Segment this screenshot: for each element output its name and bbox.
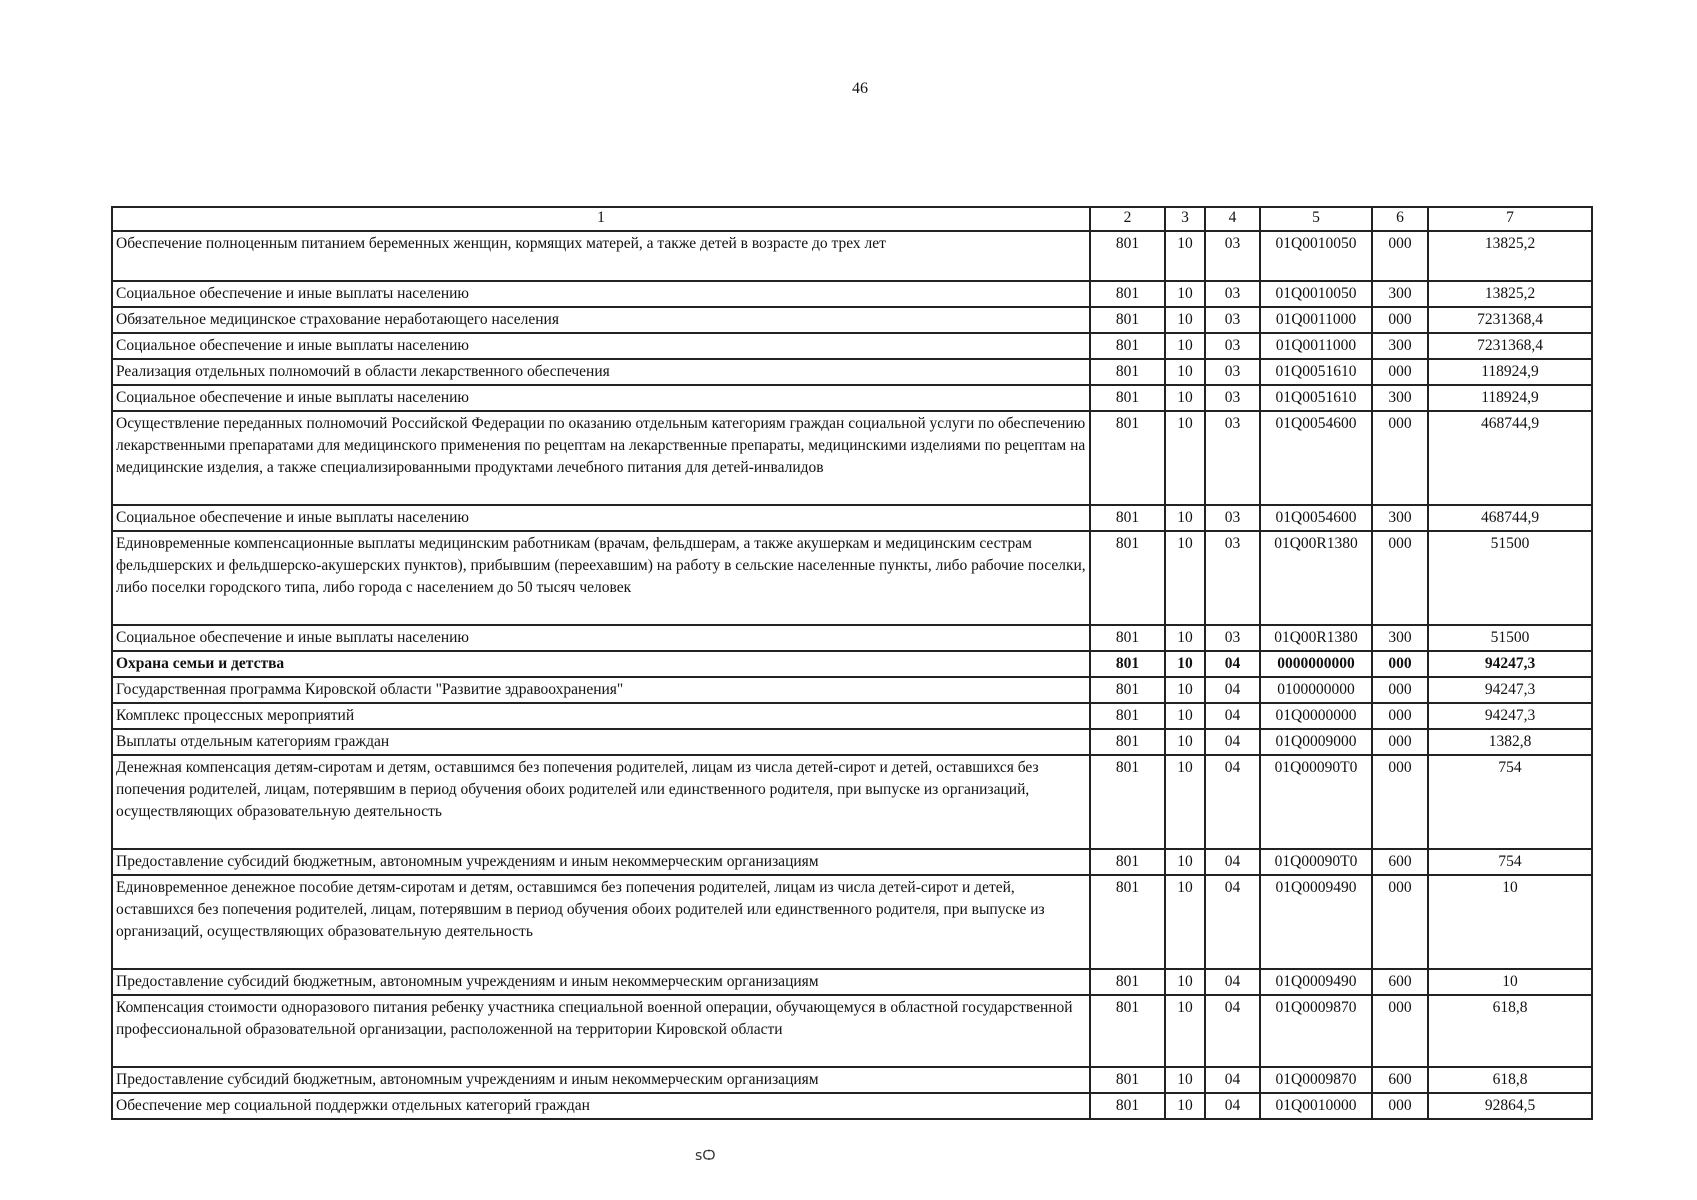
expense-type-code: 000 (1372, 995, 1428, 1067)
amount: 94247,3 (1428, 703, 1592, 729)
section-code: 801 (1090, 755, 1165, 849)
row-name: Социальное обеспечение и иные выплаты населению (112, 385, 1090, 411)
header-col-5: 5 (1260, 207, 1372, 231)
subchapter-code: 04 (1205, 969, 1260, 995)
row-name: Государственная программа Кировской области "Развитие здравоохранения" (112, 677, 1090, 703)
subchapter-code: 03 (1205, 411, 1260, 505)
amount: 468744,9 (1428, 411, 1592, 505)
section-code: 801 (1090, 385, 1165, 411)
chapter-code: 10 (1165, 307, 1205, 333)
amount: 7231368,4 (1428, 333, 1592, 359)
expense-type-code: 600 (1372, 849, 1428, 875)
section-code: 801 (1090, 677, 1165, 703)
expense-type-code: 000 (1372, 651, 1428, 677)
row-name: Реализация отдельных полномочий в области лекарственного обеспечения (112, 359, 1090, 385)
table-row (112, 849, 1592, 875)
subchapter-code: 04 (1205, 849, 1260, 875)
section-code: 801 (1090, 411, 1165, 505)
target-code: 0100000000 (1260, 677, 1372, 703)
chapter-code: 10 (1165, 625, 1205, 651)
target-code: 01Q00R1380 (1260, 531, 1372, 625)
header-col-1: 1 (112, 207, 1090, 231)
table-row (112, 333, 1592, 359)
subchapter-code: 03 (1205, 307, 1260, 333)
target-code: 01Q0011000 (1260, 333, 1372, 359)
table-row (112, 625, 1592, 651)
row-name: Социальное обеспечение и иные выплаты населению (112, 505, 1090, 531)
chapter-code: 10 (1165, 677, 1205, 703)
subchapter-code: 04 (1205, 875, 1260, 969)
row-name: Социальное обеспечение и иные выплаты населению (112, 625, 1090, 651)
footer-mark: ѕѺ (695, 1148, 716, 1164)
row-name: Предоставление субсидий бюджетным, автономным учреждениям и иным некоммерческим организациям (112, 1067, 1090, 1093)
subchapter-code: 04 (1205, 651, 1260, 677)
section-code: 801 (1090, 849, 1165, 875)
expense-type-code: 300 (1372, 281, 1428, 307)
section-code: 801 (1090, 625, 1165, 651)
subchapter-code: 03 (1205, 531, 1260, 625)
amount: 13825,2 (1428, 231, 1592, 281)
target-code: 01Q0009870 (1260, 995, 1372, 1067)
amount: 94247,3 (1428, 651, 1592, 677)
page-number: 46 (852, 80, 868, 97)
row-name: Охрана семьи и детства (112, 651, 1090, 677)
expense-type-code: 300 (1372, 625, 1428, 651)
target-code: 0000000000 (1260, 651, 1372, 677)
amount: 618,8 (1428, 1067, 1592, 1093)
amount: 118924,9 (1428, 359, 1592, 385)
subchapter-code: 03 (1205, 281, 1260, 307)
section-code: 801 (1090, 729, 1165, 755)
amount: 754 (1428, 755, 1592, 849)
row-name: Единовременные компенсационные выплаты медицинским работникам (врачам, фельдшерам, а также акушеркам и медицинским сестрам фельдшерских и фельдшерско-акушерских пунктов), прибывшим (переехавшим) на работу в сельские населенные пункты, либо рабочие поселки, либо поселки городского типа, либо города с населением до 50 тысяч человек (112, 531, 1090, 625)
section-code: 801 (1090, 875, 1165, 969)
row-name: Обязательное медицинское страхование неработающего населения (112, 307, 1090, 333)
target-code: 01Q0000000 (1260, 703, 1372, 729)
amount: 51500 (1428, 625, 1592, 651)
section-code: 801 (1090, 969, 1165, 995)
section-code: 801 (1090, 307, 1165, 333)
chapter-code: 10 (1165, 729, 1205, 755)
section-code: 801 (1090, 531, 1165, 625)
section-code: 801 (1090, 651, 1165, 677)
row-name: Комплекс процессных мероприятий (112, 703, 1090, 729)
table-row (112, 1093, 1592, 1119)
target-code: 01Q0011000 (1260, 307, 1372, 333)
header-col-3: 3 (1165, 207, 1205, 231)
header-col-6: 6 (1372, 207, 1428, 231)
subchapter-code: 04 (1205, 1093, 1260, 1119)
target-code: 01Q00R1380 (1260, 625, 1372, 651)
expense-type-code: 300 (1372, 505, 1428, 531)
row-name: Предоставление субсидий бюджетным, автономным учреждениям и иным некоммерческим организациям (112, 969, 1090, 995)
subchapter-code: 03 (1205, 231, 1260, 281)
row-name: Денежная компенсация детям-сиротам и детям, оставшимся без попечения родителей, лицам из числа детей-сирот и детей, оставшихся без попечения родителей, лицам, потерявшим в период обучения обоих родителей или единственного родителя, при выпуске из организаций, осуществляющих образовательную деятельность (112, 755, 1090, 849)
section-code: 801 (1090, 231, 1165, 281)
table-row (112, 677, 1592, 703)
target-code: 01Q0010000 (1260, 1093, 1372, 1119)
chapter-code: 10 (1165, 333, 1205, 359)
target-code: 01Q0054600 (1260, 411, 1372, 505)
section-code: 801 (1090, 281, 1165, 307)
table-row (112, 307, 1592, 333)
header-col-2: 2 (1090, 207, 1165, 231)
amount: 10 (1428, 875, 1592, 969)
target-code: 01Q0009000 (1260, 729, 1372, 755)
subchapter-code: 04 (1205, 995, 1260, 1067)
table-row (112, 651, 1592, 677)
table-row (112, 875, 1592, 969)
expense-type-code: 300 (1372, 385, 1428, 411)
section-code: 801 (1090, 1093, 1165, 1119)
subchapter-code: 04 (1205, 677, 1260, 703)
expense-type-code: 000 (1372, 359, 1428, 385)
chapter-code: 10 (1165, 531, 1205, 625)
target-code: 01Q0010050 (1260, 281, 1372, 307)
amount: 13825,2 (1428, 281, 1592, 307)
table-row (112, 359, 1592, 385)
expense-type-code: 300 (1372, 333, 1428, 359)
budget-table (111, 206, 1593, 1120)
expense-type-code: 000 (1372, 531, 1428, 625)
table-row (112, 505, 1592, 531)
section-code: 801 (1090, 359, 1165, 385)
table-row (112, 755, 1592, 849)
table-row (112, 385, 1592, 411)
subchapter-code: 03 (1205, 359, 1260, 385)
row-name: Компенсация стоимости одноразового питания ребенку участника специальной военной операции, обучающемуся в областной государственной профессиональной образовательной организации, расположенной на территории Кировской области (112, 995, 1090, 1067)
target-code: 01Q0009490 (1260, 875, 1372, 969)
expense-type-code: 000 (1372, 1093, 1428, 1119)
amount: 7231368,4 (1428, 307, 1592, 333)
expense-type-code: 000 (1372, 411, 1428, 505)
amount: 118924,9 (1428, 385, 1592, 411)
table-row (112, 231, 1592, 281)
chapter-code: 10 (1165, 969, 1205, 995)
table-row (112, 281, 1592, 307)
subchapter-code: 03 (1205, 505, 1260, 531)
amount: 94247,3 (1428, 677, 1592, 703)
subchapter-code: 04 (1205, 755, 1260, 849)
table-row (112, 1067, 1592, 1093)
expense-type-code: 000 (1372, 729, 1428, 755)
row-name: Единовременное денежное пособие детям-сиротам и детям, оставшимся без попечения родителей, лицам из числа детей-сирот и детей, оставшихся без попечения родителей, лицам, потерявшим в период обучения обоих родителей или единственного родителя, при выпуске из организаций, осуществляющих образовательную деятельность (112, 875, 1090, 969)
target-code: 01Q0051610 (1260, 359, 1372, 385)
chapter-code: 10 (1165, 411, 1205, 505)
section-code: 801 (1090, 505, 1165, 531)
chapter-code: 10 (1165, 875, 1205, 969)
expense-type-code: 600 (1372, 969, 1428, 995)
chapter-code: 10 (1165, 1067, 1205, 1093)
header-col-7: 7 (1428, 207, 1592, 231)
section-code: 801 (1090, 703, 1165, 729)
subchapter-code: 03 (1205, 333, 1260, 359)
target-code: 01Q0054600 (1260, 505, 1372, 531)
chapter-code: 10 (1165, 703, 1205, 729)
amount: 51500 (1428, 531, 1592, 625)
chapter-code: 10 (1165, 755, 1205, 849)
target-code: 01Q00090T0 (1260, 849, 1372, 875)
chapter-code: 10 (1165, 1093, 1205, 1119)
target-code: 01Q0051610 (1260, 385, 1372, 411)
section-code: 801 (1090, 995, 1165, 1067)
chapter-code: 10 (1165, 849, 1205, 875)
row-name: Социальное обеспечение и иные выплаты населению (112, 333, 1090, 359)
table-header-row (112, 207, 1592, 231)
chapter-code: 10 (1165, 651, 1205, 677)
expense-type-code: 000 (1372, 875, 1428, 969)
row-name: Социальное обеспечение и иные выплаты населению (112, 281, 1090, 307)
section-code: 801 (1090, 333, 1165, 359)
row-name: Выплаты отдельным категориям граждан (112, 729, 1090, 755)
amount: 92864,5 (1428, 1093, 1592, 1119)
table-body (112, 231, 1592, 1119)
subchapter-code: 03 (1205, 625, 1260, 651)
chapter-code: 10 (1165, 359, 1205, 385)
table-row (112, 969, 1592, 995)
subchapter-code: 04 (1205, 703, 1260, 729)
row-name: Обеспечение мер социальной поддержки отдельных категорий граждан (112, 1093, 1090, 1119)
expense-type-code: 000 (1372, 677, 1428, 703)
target-code: 01Q00090T0 (1260, 755, 1372, 849)
target-code: 01Q0010050 (1260, 231, 1372, 281)
target-code: 01Q0009490 (1260, 969, 1372, 995)
table-row (112, 729, 1592, 755)
table-row (112, 995, 1592, 1067)
amount: 1382,8 (1428, 729, 1592, 755)
amount: 468744,9 (1428, 505, 1592, 531)
expense-type-code: 600 (1372, 1067, 1428, 1093)
chapter-code: 10 (1165, 281, 1205, 307)
subchapter-code: 04 (1205, 1067, 1260, 1093)
amount: 618,8 (1428, 995, 1592, 1067)
chapter-code: 10 (1165, 231, 1205, 281)
chapter-code: 10 (1165, 505, 1205, 531)
expense-type-code: 000 (1372, 307, 1428, 333)
row-name: Обеспечение полноценным питанием беременных женщин, кормящих матерей, а также детей в возрасте до трех лет (112, 231, 1090, 281)
expense-type-code: 000 (1372, 755, 1428, 849)
target-code: 01Q0009870 (1260, 1067, 1372, 1093)
chapter-code: 10 (1165, 385, 1205, 411)
table-row (112, 703, 1592, 729)
table-row (112, 531, 1592, 625)
row-name: Осуществление переданных полномочий Российской Федерации по оказанию отдельным категориям граждан социальной услуги по обеспечению лекарственными препаратами для медицинского применения по рецептам на лекарственные препараты, медицинскими изделиями по рецептам на медицинские изделия, а также специализированными продуктами лечебного питания для детей-инвалидов (112, 411, 1090, 505)
amount: 754 (1428, 849, 1592, 875)
amount: 10 (1428, 969, 1592, 995)
chapter-code: 10 (1165, 995, 1205, 1067)
row-name: Предоставление субсидий бюджетным, автономным учреждениям и иным некоммерческим организациям (112, 849, 1090, 875)
subchapter-code: 04 (1205, 729, 1260, 755)
table-row (112, 411, 1592, 505)
section-code: 801 (1090, 1067, 1165, 1093)
header-col-4: 4 (1205, 207, 1260, 231)
expense-type-code: 000 (1372, 703, 1428, 729)
expense-type-code: 000 (1372, 231, 1428, 281)
subchapter-code: 03 (1205, 385, 1260, 411)
